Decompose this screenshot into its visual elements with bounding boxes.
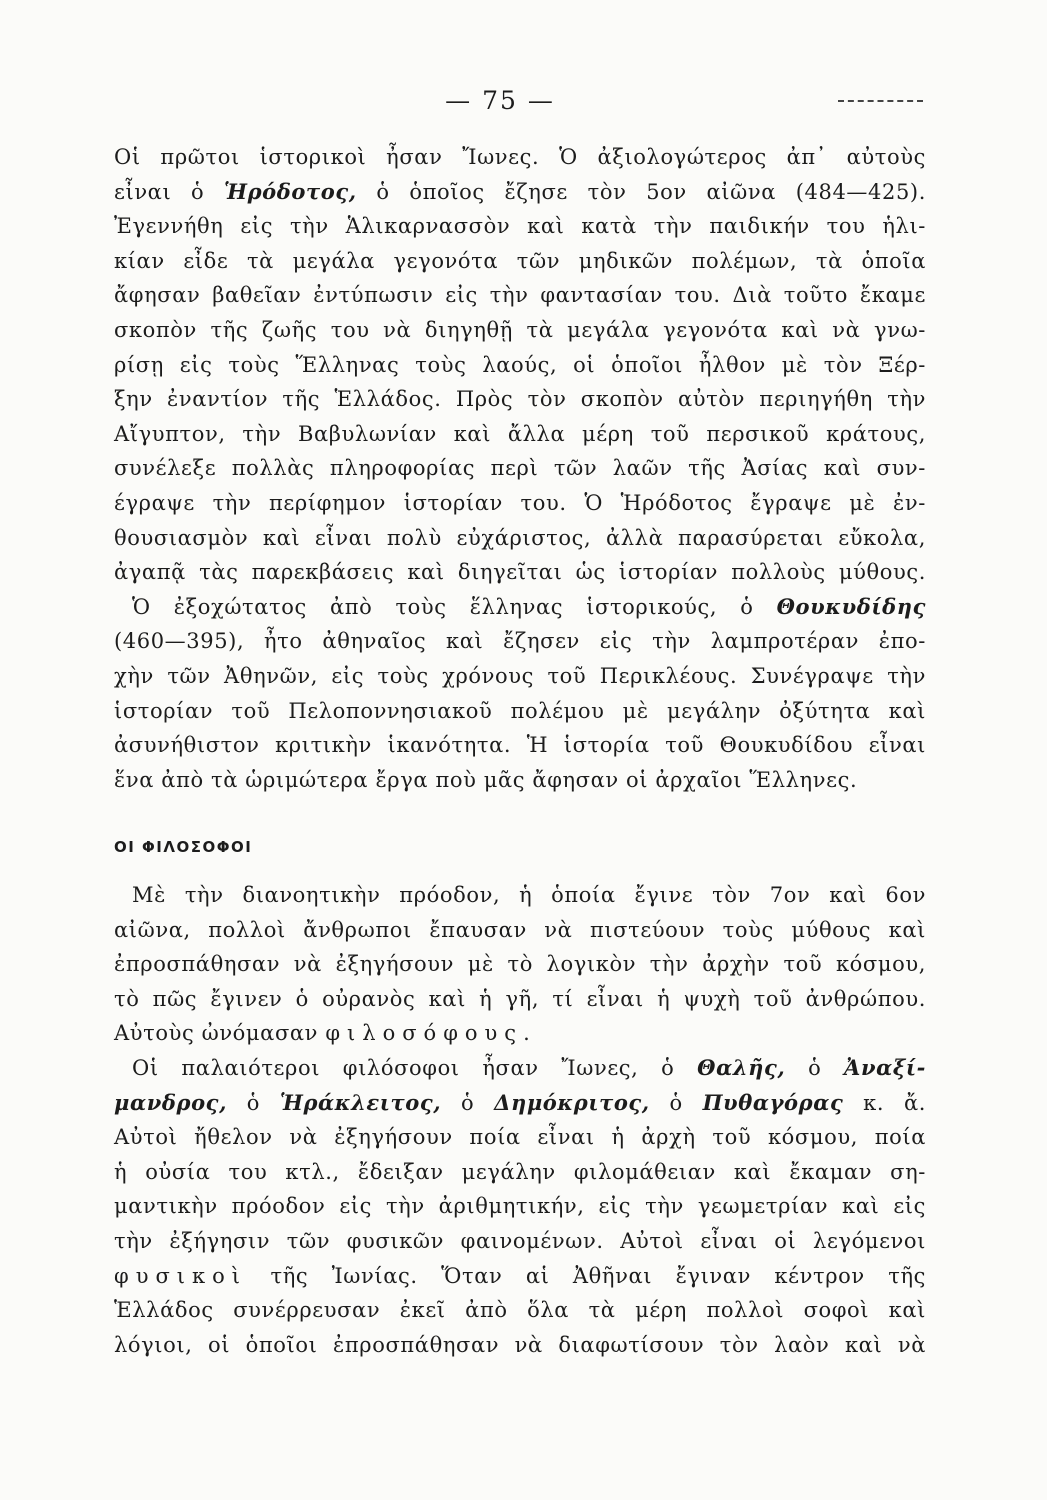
paragraph-philosophers [114,878,926,1362]
text-line: χὴν τῶν Ἀθηνῶν, εἰς τοὺς χρόνους τοῦ Περικλέους. Συνέγραψε τὴν [114,663,926,688]
text-line: Αὐτοὶ ἤθελον νὰ ἐξηγήσουν ποία εἶναι ἡ ἀρχὴ τοῦ κόσμου, ποία [114,1125,926,1150]
text-line: φυσικοὶ τῆς Ἰωνίας. Ὅταν αἱ Ἀθῆναι ἔγιναν κέντρον τῆς [114,1263,926,1288]
text-line: Οἱ παλαιότεροι φιλόσοφοι ἦσαν Ἴωνες, ὁ Θαλῆς, ὁ Ἀναξί- [132,1054,926,1080]
text-line: λόγιοι, οἱ ὁποῖοι ἐπροσπάθησαν νὰ διαφωτίσουν τὸν λαὸν καὶ νὰ [114,1332,926,1357]
name-thales: Θαλῆς, [697,1054,786,1080]
term-physicists: φυσικοὶ [114,1263,248,1288]
text-line: ἡ οὐσία του κτλ., ἔδειξαν μεγάλην φιλομάθειαν καὶ ἔκαμαν ση- [114,1159,926,1184]
text-line: έγραψε τὴν περίφημον ἱστορίαν του. Ὁ Ἡρόδοτος ἔγραψε μὲ ἐν- [114,490,926,515]
corner-pencil-mark [838,100,923,102]
text-line: Οἱ πρῶτοι ἱστορικοὶ ἦσαν Ἴωνες. Ὁ ἀξιολογώτερος ἀπ᾽ αὐτοὺς [114,145,926,169]
text-line: Αἴγυπτον, τὴν Βαβυλωνίαν καὶ ἄλλα μέρη τοῦ περσικοῦ κράτους, [114,421,926,446]
name-heraclitus: Ἡράκλειτος, [279,1089,442,1115]
text-line: σκοπὸν τῆς ζωῆς του νὰ διηγηθῇ τὰ μεγάλα γεγονότα καὶ νὰ γνω- [114,317,926,342]
name-anaximander-cont: μανδρος, [114,1089,227,1115]
page-number: — 75 — [445,86,555,115]
text-line: ξην ἐναντίον τῆς Ἑλλάδος. Πρὸς τὸν σκοπὸν αὐτὸν περιηγήθη τὴν [114,387,926,412]
paragraph-historians [114,140,926,797]
text-line: ἀγαπᾷ τὰς παρεκβάσεις καὶ διηγεῖται ὡς ἱστορίαν πολλοὺς μύθους. [114,560,926,585]
text-line: Ὁ ἐξοχώτατος ἀπὸ τοὺς ἕλληνας ἱστορικούς, ὁ Θουκυδίδης [132,593,926,619]
name-anaximander: Ἀναξί- [844,1054,926,1080]
text-line: συνέλεξε πολλὰς πληροφορίας περὶ τῶν λαῶν τῆς Ἀσίας καὶ συν- [114,456,926,481]
text-line: ἄφησαν βαθεῖαν ἐντύπωσιν εἰς τὴν φαντασίαν του. Διὰ τοῦτο ἔκαμε [114,283,926,308]
text-line: μαντικὴν πρόοδον εἰς τὴν ἀριθμητικήν, εἰς τὴν γεωμετρίαν καὶ εἰς [114,1194,926,1219]
section-heading: ΟΙ ΦΙΛΟΣΟΦΟΙ [114,838,253,856]
term-philosophers: φιλοσόφους. [325,1021,537,1046]
name-thucydides: Θουκυδίδης [776,593,926,619]
text-line: αἰῶνα, πολλοὶ ἄνθρωποι ἔπαυσαν νὰ πιστεύουν τοὺς μύθους καὶ [114,917,926,942]
text-line: θουσιασμὸν καὶ εἶναι πολὺ εὐχάριστος, ἀλλὰ παρασύρεται εὔκολα, [114,525,926,550]
text-line: μανδρος, ὁ Ἡράκλειτος, ὁ Δημόκριτος, ὁ Πυθαγόρας κ. ἄ. [114,1089,927,1115]
name-herodotus: Ἡρόδοτος, [224,178,357,204]
name-democritus: Δημόκριτος, [494,1089,650,1115]
text-line: ρίσῃ εἰς τοὺς Ἕλληνας τοὺς λαούς, οἱ ὁποῖοι ἦλθον μὲ τὸν Ξέρ- [114,352,926,377]
text-line: τὴν ἐξήγησιν τῶν φυσικῶν φαινομένων. Αὐτοὶ εἶναι οἱ λεγόμενοι [114,1228,926,1253]
text-line: ἕνα ἀπὸ τὰ ὡριμώτερα ἔργα ποὺ μᾶς ἄφησαν οἱ ἀρχαῖοι Ἕλληνες. [114,767,858,792]
text-line: (460—395), ἦτο ἀθηναῖος καὶ ἔζησεν εἰς τὴν λαμπροτέραν ἐπο- [114,629,926,654]
text-line: Ἐγεννήθη εἰς τὴν Ἁλικαρνασσὸν καὶ κατὰ τὴν παιδικήν του ἡλι- [114,214,926,239]
text-line: κίαν εἶδε τὰ μεγάλα γεγονότα τῶν μηδικῶν πολέμων, τὰ ὁποῖα [114,248,926,273]
name-pythagoras: Πυθαγόρας [702,1089,844,1115]
text-line: τὸ πῶς ἔγινεν ὁ οὐρανὸς καὶ ἡ γῆ, τί εἶναι ἡ ψυχὴ τοῦ ἀνθρώπου. [114,986,926,1011]
page-header [0,86,1047,126]
text-line: Αὐτοὺς ὠνόμασαν φιλοσόφους. [114,1021,537,1046]
text-line: ἀσυνήθιστον κριτικὴν ἱκανότητα. Ἡ ἱστορία τοῦ Θουκυδίδου εἶναι [114,733,926,758]
text-line: ἱστορίαν τοῦ Πελοποννησιακοῦ πολέμου μὲ μεγάλην ὀξύτητα καὶ [114,698,926,723]
text-line: Ἑλλάδος συνέρρευσαν ἐκεῖ ἀπὸ ὅλα τὰ μέρη πολλοὶ σοφοὶ καὶ [114,1298,926,1323]
text-line: ἐπροσπάθησαν νὰ ἐξηγήσουν μὲ τὸ λογικὸν τὴν ἀρχὴν τοῦ κόσμου, [114,952,926,977]
text-line: Μὲ τὴν διανοητικὴν πρόοδον, ἡ ὁποία ἔγινε τὸν 7ον καὶ 6ον [132,883,926,907]
text-line: εἶναι ὁ Ἡρόδοτος, ὁ ὁποῖος ἔζησε τὸν 5ον αἰῶνα (484—425). [114,178,926,204]
